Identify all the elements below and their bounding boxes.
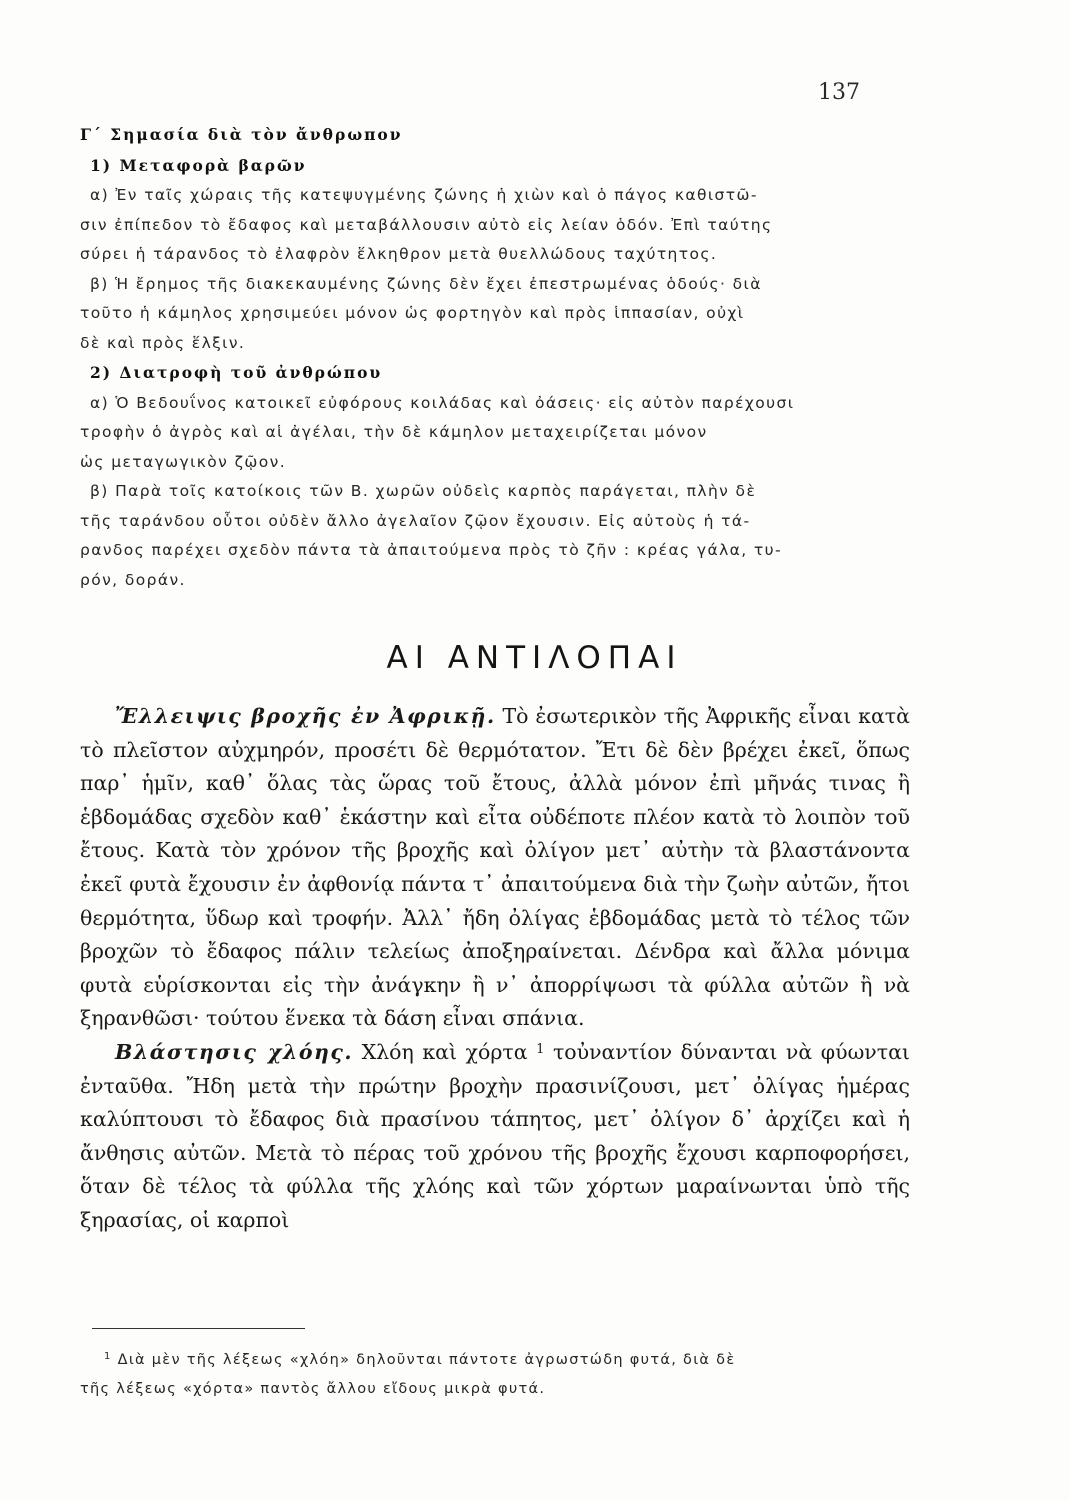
footnote-line: τῆς λέξεως «χόρτα» παντὸς ἄλλου εἴδους μικρὰ φυτά. — [80, 1381, 546, 1397]
section-g-block — [80, 120, 910, 595]
paragraph-body: Χλόη καὶ χόρτα — [361, 1039, 528, 1064]
subsection-1-heading: 1) Μεταφορὰ βαρῶν — [90, 155, 307, 175]
text-line: τροφὴν ὁ ἀγρὸς καὶ αἱ ἀγέλαι, τὴν δὲ κάμηλον μεταχειρίζεται μόνον — [80, 423, 708, 441]
text-line: σύρει ἡ τάρανδος τὸ ἐλαφρὸν ἕλκηθρον μετὰ θυελλώδους ταχύτητος. — [80, 245, 718, 263]
paragraph-lead: Βλάστησις χλόης. — [115, 1039, 354, 1064]
text-line: α) Ἐν ταῖς χώραις τῆς κατεψυγμένης ζώνης ἡ χιὼν καὶ ὁ πάγος καθιστῶ- — [90, 186, 758, 204]
paragraph-body: τοὐναντίον δύνανται νὰ φύωνται ἐνταῦθα. Ἤδη μετὰ τὴν πρώτην βροχὴν πρασινίζουσι, μετ᾽ ὀλίγας ἡμέρας καλύπτουσι τὸ ἔδαφος διὰ πρασίνου τάπητος, μετ᾽ ὀλίγον δ᾽ ἀρχίζει καὶ ἡ ἄνθησις αὐτῶν. Μετὰ τὸ πέρας τοῦ χρόνου τῆς βροχῆς ἔχουσι καρποφορήσει, ὅταν δὲ τέλος τὰ φύλλα τῆς χλόης καὶ τῶν χόρτων μαραίνωνται ὑπὸ τῆς ξηρασίας, οἱ καρποὶ — [80, 1039, 910, 1232]
text-line: τῆς ταράνδου οὗτοι οὐδὲν ἄλλο ἀγελαῖον ζῷον ἔχουσιν. Εἰς αὐτοὺς ἡ τά- — [80, 511, 751, 530]
main-text — [80, 700, 910, 1238]
text-line: σιν ἐπίπεδον τὸ ἔδαφος καὶ μεταβάλλουσιν αὐτὸ εἰς λείαν ὁδόν. Ἐπὶ ταύτης — [80, 215, 773, 234]
footnote-line: $^1$ Διὰ μὲν τῆς λέξεως «χλόη» δηλοῦνται πάντοτε ἀγρωστώδη φυτά, διὰ δὲ — [104, 1351, 736, 1368]
text-line: ρανδος παρέχει σχεδὸν πάντα τὰ ἀπαιτούμενα πρὸς τὸ ζῆν : κρέας γάλα, τυ- — [80, 541, 783, 559]
paragraph-grass — [80, 1036, 910, 1238]
subsection-2-heading: 2) Διατροφὴ τοῦ ἀνθρώπου — [90, 363, 383, 382]
section-title: ΑΙ ΑΝΤΙΛΟΠΑΙ — [386, 640, 683, 676]
footnote-reference: 1 — [536, 1041, 545, 1057]
footnote-mark: 1 — [104, 1351, 112, 1362]
footnote-divider — [92, 1328, 305, 1329]
text-line: α) Ὁ Βεδουΐνος κατοικεῖ εὐφόρους κοιλάδας καὶ ὀάσεις· εἰς αὐτὸν παρέχουσι — [90, 393, 795, 412]
text-line: ρόν, δοράν. — [80, 570, 186, 589]
text-line: β) Ἡ ἔρημος τῆς διακεκαυμένης ζώνης δὲν ἔχει ἐπεστρωμένας ὁδούς· διὰ — [90, 274, 762, 293]
paragraph-body: Τὸ ἐσωτερικὸν τῆς Ἀφρικῆς εἶναι κατὰ τὸ πλεῖστον αὐχμηρόν, προσέτι δὲ θερμότατον. Ἔτι δὲ δὲν βρέχει ἐκεῖ, ὅπως παρ᾽ ἡμῖν, καθ᾽ ὅλας τὰς ὥρας τοῦ ἔτους, ἀλλὰ μόνον ἐπὶ μῆνάς τινας ἢ ἑβδομάδας σχεδὸν καθ᾽ ἑκάστην καὶ εἶτα οὐδέποτε πλέον κατὰ τὸ λοιπὸν τοῦ ἔτους. Κατὰ τὸν χρόνον τῆς βροχῆς καὶ ὀλίγον μετ᾽ αὐτὴν τὰ βλαστάνοντα ἐκεῖ φυτὰ ἔχουσιν ἐν ἀφθονίᾳ πάντα τ᾽ ἀπαιτούμενα διὰ τὴν ζωὴν αὐτῶν, ἤτοι θερμότητα, ὕδωρ καὶ τροφήν. Ἀλλ᾽ ἤδη ὀλίγας ἑβδομάδας μετὰ τὸ τέλος τῶν βροχῶν τὸ ἔδαφος πάλιν τελείως ἀποξηραίνεται. Δένδρα καὶ ἄλλα μόνιμα φυτὰ εὑρίσκονται εἰς τὴν ἀνάγκην ἢ ν᾽ ἀπορρίψωσι τὰ φύλλα αὐτῶν ἢ νὰ ξηρανθῶσι· τούτου ἕνεκα τὰ δάση εἶναι σπάνια. — [80, 704, 910, 1031]
text-line: τοῦτο ἡ κάμηλος χρησιμεύει μόνον ὡς φορτηγὸν καὶ πρὸς ἱππασίαν, οὐχὶ — [80, 304, 745, 322]
footnote — [80, 1346, 910, 1404]
page-number: 137 — [818, 80, 860, 105]
text-line: β) Παρὰ τοῖς κατοίκοις τῶν Β. χωρῶν οὐδεὶς καρπὸς παράγεται, πλὴν δὲ — [90, 482, 757, 500]
section-g-heading: Γ΄ Σημασία διὰ τὸν ἄνθρωπον — [80, 125, 403, 144]
text-line: ὡς μεταγωγικὸν ζῷον. — [80, 452, 287, 471]
text-line: δὲ καὶ πρὸς ἕλξιν. — [80, 333, 246, 352]
paragraph-lead: Ἔλλειψις βροχῆς ἐν Ἀφρικῇ. — [115, 704, 496, 728]
paragraph-drought — [80, 700, 910, 1036]
